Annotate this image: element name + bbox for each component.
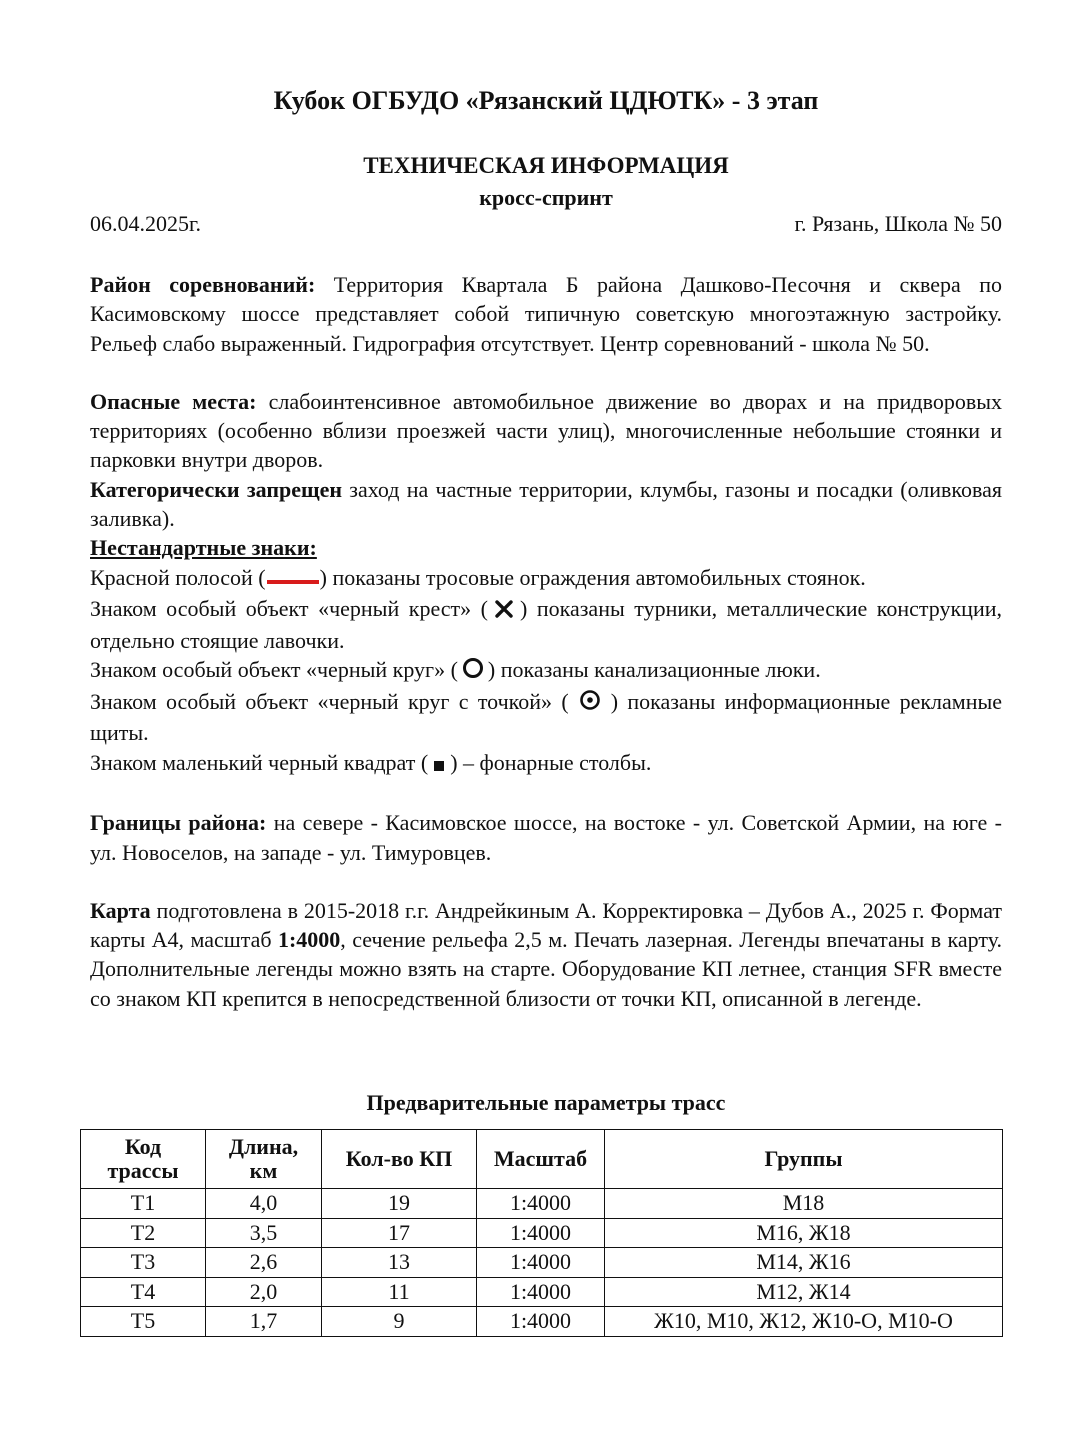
sign-circle-text: Знаком особый объект «черный круг» ( xyxy=(90,657,458,683)
cell-cp-count: 19 xyxy=(322,1189,477,1219)
date-location-line xyxy=(90,211,1002,237)
sign-red-line xyxy=(90,563,1002,595)
sign-dot-circle xyxy=(90,687,1002,748)
cell-length: 3,5 xyxy=(206,1218,322,1248)
area-label: Район соревнований: xyxy=(90,272,316,297)
header-groups: Группы xyxy=(605,1130,1003,1189)
document-body xyxy=(90,270,1002,1013)
signs-heading xyxy=(90,533,1002,562)
table-row xyxy=(81,1277,1003,1307)
cell-code: Т5 xyxy=(81,1307,206,1337)
cell-scale: 1:4000 xyxy=(477,1248,605,1278)
map-scale: 1:4000 xyxy=(277,927,341,953)
sign-red-line-text: Красной полосой ( xyxy=(90,564,266,590)
cell-scale: 1:4000 xyxy=(477,1218,605,1248)
sign-dot-circle-text: Знаком особый объект «черный круг с точкой» ( xyxy=(90,688,569,714)
cell-groups: М12, Ж14 xyxy=(605,1277,1003,1307)
red-line-icon xyxy=(267,565,319,594)
event-location: г. Рязань, Школа № 50 xyxy=(794,211,1002,236)
cell-cp-count: 17 xyxy=(322,1218,477,1248)
cell-code: Т2 xyxy=(81,1218,206,1248)
sign-square-text: Знаком маленький черный квадрат ( xyxy=(90,749,429,775)
sign-dot-circle-desc: ) показаны информационные рекламные щиты. xyxy=(90,688,1003,746)
document-subtitle: ТЕХНИЧЕСКАЯ ИНФОРМАЦИЯ xyxy=(363,153,729,178)
sign-circle xyxy=(90,655,1002,687)
document-title: Кубок ОГБУДО «Рязанский ЦДЮТК» - 3 этап xyxy=(273,86,819,115)
cell-code: Т4 xyxy=(81,1277,206,1307)
cell-groups: М14, Ж16 xyxy=(605,1248,1003,1278)
signs-label: Нестандартные знаки: xyxy=(90,535,317,561)
table-row xyxy=(81,1189,1003,1219)
event-date: 06.04.2025г. xyxy=(90,211,202,236)
cell-length: 2,6 xyxy=(206,1248,322,1278)
cell-length: 1,7 xyxy=(206,1307,322,1337)
cell-groups: Ж10, М10, Ж12, Ж10-О, М10-О xyxy=(605,1307,1003,1337)
table-row xyxy=(81,1307,1003,1337)
area-text: Территория Квартала Б района Дашково-Песочня и сквера по Касимовскому шоссе представляет собой типичную советскую многоэтажную застройку. Рельеф слабо выраженный. Гидрография отсутствует. Центр соревнований - школа № 50. xyxy=(90,272,1002,356)
header-cp-count: Кол-во КП xyxy=(322,1130,477,1189)
cell-scale: 1:4000 xyxy=(477,1189,605,1219)
courses-table-title: Предварительные параметры трасс xyxy=(366,1090,726,1115)
table-row xyxy=(81,1248,1003,1278)
cell-code: Т3 xyxy=(81,1248,206,1278)
cell-scale: 1:4000 xyxy=(477,1277,605,1307)
courses-table xyxy=(80,1129,1003,1337)
forbidden-label: Категорически запрещен xyxy=(90,476,343,502)
map-paragraph xyxy=(90,896,1002,1013)
borders-label: Границы района: xyxy=(90,810,267,836)
map-text-after: , сечение рельефа 2,5 м. Печать лазерная. Легенды впечатаны в карту. Дополнительные легенды можно взять на старте. Оборудование КП летнее, станция SFR вместе со знаком КП крепится в непосредственной близости от точки КП, описанной в легенде. xyxy=(90,927,1002,1011)
danger-paragraph xyxy=(90,387,1002,475)
header-code: Код трассы xyxy=(81,1130,206,1189)
cell-scale: 1:4000 xyxy=(477,1307,605,1337)
table-header-row xyxy=(81,1130,1003,1189)
sign-cross-desc: ) показаны турники, металлические конструкции, отдельно стоящие лавочки. xyxy=(90,596,1003,653)
borders-paragraph xyxy=(90,808,1002,867)
danger-text: слабоинтенсивное автомобильное движение во дворах и на придворовых территориях (особенно вблизи проезжей части улиц), многочисленные небольшие стоянки и парковки внутри дворов. xyxy=(90,388,1002,473)
discipline-label: кросс-спринт xyxy=(479,185,613,210)
danger-label: Опасные места: xyxy=(90,388,257,414)
cell-cp-count: 9 xyxy=(322,1307,477,1337)
cell-groups: М16, Ж18 xyxy=(605,1218,1003,1248)
sign-square xyxy=(90,748,1002,780)
black-square-icon xyxy=(433,750,445,779)
cell-cp-count: 11 xyxy=(322,1277,477,1307)
map-label: Карта xyxy=(90,897,151,923)
sign-cross-text: Знаком особый объект «черный крест» ( xyxy=(90,596,488,622)
black-circle-icon xyxy=(462,657,484,686)
forbidden-paragraph xyxy=(90,475,1002,534)
map-text-before: подготовлена в 2015-2018 г.г. Андрейкиным А. Корректировка – Дубов А., 2025 г. Формат карты А4, масштаб xyxy=(90,897,1002,953)
sign-red-line-desc: ) показаны тросовые ограждения автомобильных стоянок. xyxy=(319,564,866,590)
cell-cp-count: 13 xyxy=(322,1248,477,1278)
forbidden-text: заход на частные территории, клумбы, газоны и посадки (оливковая заливка). xyxy=(90,476,1002,532)
borders-text: на севере - Касимовское шоссе, на востоке - ул. Советской Армии, на юге - ул. Новоселов, на западе - ул. Тимуровцев. xyxy=(90,810,1002,865)
cell-length: 2,0 xyxy=(206,1277,322,1307)
table-row xyxy=(81,1218,1003,1248)
sign-square-desc: ) – фонарные столбы. xyxy=(450,749,652,775)
sign-cross xyxy=(90,594,1002,655)
header-scale: Масштаб xyxy=(477,1130,605,1189)
black-cross-icon xyxy=(494,597,514,626)
cell-code: Т1 xyxy=(81,1189,206,1219)
circle-with-dot-icon xyxy=(579,689,601,718)
header-length: Длина, км xyxy=(206,1130,322,1189)
area-paragraph xyxy=(90,270,1002,358)
sign-circle-desc: ) показаны канализационные люки. xyxy=(487,657,821,683)
cell-groups: М18 xyxy=(605,1189,1003,1219)
cell-length: 4,0 xyxy=(206,1189,322,1219)
